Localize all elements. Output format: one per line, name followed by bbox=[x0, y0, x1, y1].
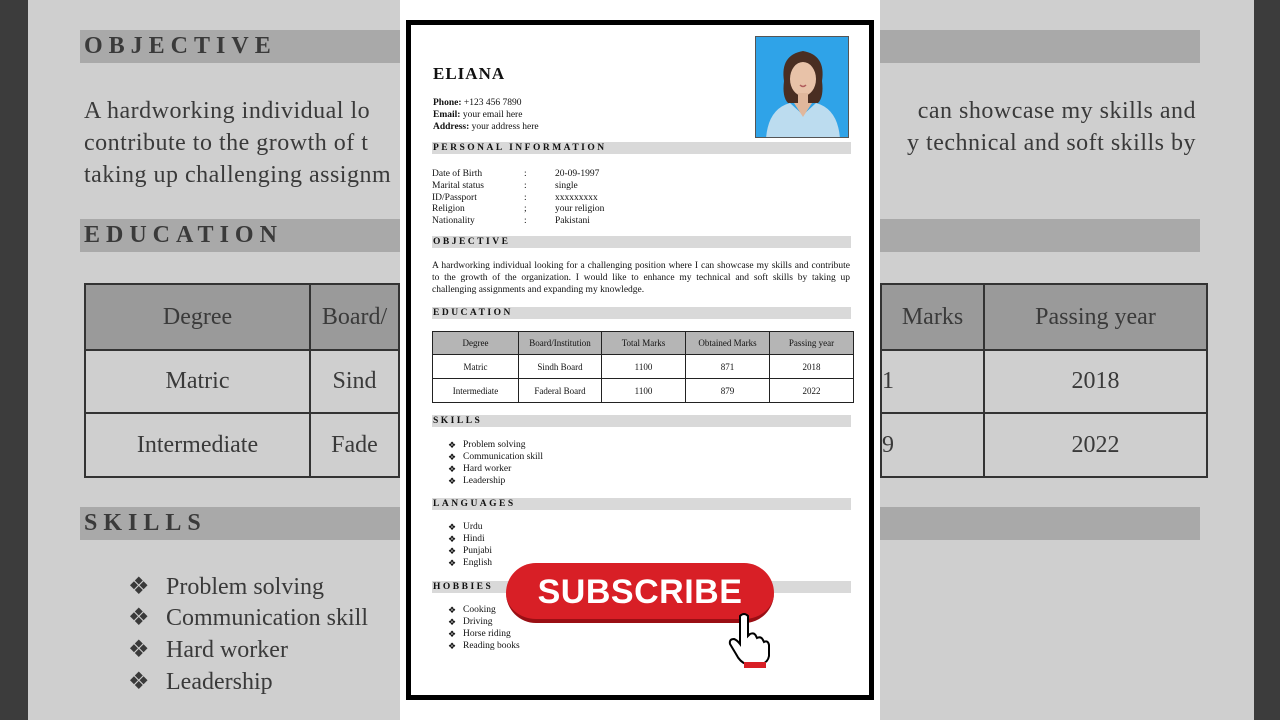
info-row bbox=[432, 169, 604, 181]
info-key: Date of Birth bbox=[432, 169, 483, 179]
contact-value: your address here bbox=[471, 122, 539, 132]
right-edge bbox=[1254, 0, 1280, 720]
skills-list bbox=[448, 439, 543, 487]
info-sep: : bbox=[524, 169, 527, 179]
bg-cell: Degree bbox=[85, 284, 310, 350]
bullet-icon: ❖ bbox=[448, 534, 457, 544]
bullet-icon: ❖ bbox=[448, 464, 457, 474]
info-value: xxxxxxxxx bbox=[555, 192, 598, 203]
info-key: Religion bbox=[432, 204, 465, 215]
bg-skill-label: Leadership bbox=[166, 669, 273, 695]
bullet-icon: ❖ bbox=[448, 641, 457, 651]
bullet-icon: ❖ bbox=[128, 605, 150, 631]
table-header: Total Marks bbox=[602, 332, 686, 355]
table-cell: 879 bbox=[686, 379, 770, 403]
contact-email bbox=[433, 109, 539, 121]
info-sep: : bbox=[524, 192, 527, 203]
contact-address bbox=[433, 121, 539, 133]
bg-objective-line: contribute to the growth of t bbox=[84, 130, 369, 156]
bullet-icon: ❖ bbox=[448, 558, 457, 568]
table-cell: 1100 bbox=[602, 379, 686, 403]
section-education: EDUCATION bbox=[432, 307, 851, 319]
table-cell: Faderal Board bbox=[519, 379, 602, 403]
bullet-icon: ❖ bbox=[448, 476, 457, 486]
bg-cell: Board/ bbox=[310, 284, 399, 350]
bg-education-table-right bbox=[880, 283, 1208, 478]
bg-skill-item bbox=[128, 635, 288, 664]
bg-education-heading: EDUCATION bbox=[84, 222, 283, 248]
bullet-icon: ❖ bbox=[448, 522, 457, 532]
language-label: Hindi bbox=[463, 534, 485, 544]
section-hobbies: HOBBIES bbox=[432, 581, 851, 593]
contact-label: Address: bbox=[433, 122, 470, 132]
bullet-icon: ❖ bbox=[128, 637, 150, 663]
info-row bbox=[432, 193, 604, 205]
list-item bbox=[448, 451, 543, 463]
bg-objective-line: A hardworking individual lo bbox=[84, 98, 371, 124]
table-cell: 2022 bbox=[770, 379, 854, 403]
info-value: Pakistani bbox=[555, 216, 590, 227]
skill-label: Leadership bbox=[463, 476, 506, 486]
bullet-icon: ❖ bbox=[448, 440, 457, 450]
list-item bbox=[448, 475, 543, 487]
left-edge bbox=[0, 0, 28, 720]
contact-value: your email here bbox=[462, 110, 523, 120]
hobby-label: Horse riding bbox=[463, 629, 511, 639]
table-row bbox=[433, 355, 854, 379]
bg-objective-line: y technical and soft skills by bbox=[907, 130, 1196, 156]
person-photo-icon bbox=[756, 37, 849, 138]
bullet-icon: ❖ bbox=[128, 574, 150, 600]
list-item bbox=[448, 545, 492, 557]
info-key: Marital status bbox=[432, 180, 484, 191]
table-cell: Matric bbox=[433, 355, 519, 379]
contact-label: Phone: bbox=[433, 98, 462, 108]
bg-skills-heading: SKILLS bbox=[84, 510, 207, 536]
info-sep: : bbox=[524, 216, 527, 227]
list-item bbox=[448, 439, 543, 451]
contact-value: +123 456 7890 bbox=[463, 98, 522, 108]
bg-objective-heading: OBJECTIVE bbox=[84, 33, 277, 59]
education-table bbox=[432, 331, 854, 403]
profile-photo bbox=[755, 36, 849, 138]
info-value: 20-09-1997 bbox=[555, 169, 600, 179]
bg-cell: Sind bbox=[310, 350, 399, 413]
table-cell: Intermediate bbox=[433, 379, 519, 403]
language-label: English bbox=[463, 558, 493, 568]
table-cell: 871 bbox=[686, 355, 770, 379]
bg-cell: Passing year bbox=[984, 284, 1207, 350]
bg-cell: Matric bbox=[85, 350, 310, 413]
languages-list bbox=[448, 521, 492, 569]
contact-phone bbox=[433, 97, 539, 109]
section-objective: OBJECTIVE bbox=[432, 236, 851, 248]
list-item bbox=[448, 640, 520, 652]
bg-cell: 2022 bbox=[984, 413, 1207, 477]
section-personal-info: PERSONAL INFORMATION bbox=[432, 142, 851, 154]
info-value: your religion bbox=[555, 204, 605, 215]
table-header: Degree bbox=[433, 332, 519, 355]
table-cell: 1100 bbox=[602, 355, 686, 379]
bg-cell: 9 bbox=[881, 413, 984, 477]
bg-education-table-left bbox=[84, 283, 400, 478]
info-key: Nationality bbox=[432, 216, 475, 227]
bg-skill-item bbox=[128, 603, 368, 632]
resume-name: ELIANA bbox=[433, 64, 506, 83]
bg-cell: Intermediate bbox=[85, 413, 310, 477]
section-languages: LANGUAGES bbox=[432, 498, 851, 510]
bullet-icon: ❖ bbox=[448, 605, 457, 615]
bg-cell: Marks bbox=[881, 284, 984, 350]
table-cell: 2018 bbox=[770, 355, 854, 379]
skill-label: Hard worker bbox=[463, 464, 512, 474]
bg-cell: 1 bbox=[881, 350, 984, 413]
bg-cell: Fade bbox=[310, 413, 399, 477]
section-skills: SKILLS bbox=[432, 415, 851, 427]
info-sep: ; bbox=[524, 204, 527, 215]
list-item bbox=[448, 628, 520, 640]
table-header: Obtained Marks bbox=[686, 332, 770, 355]
bg-skill-label: Communication skill bbox=[166, 605, 368, 631]
table-header-row bbox=[433, 332, 854, 355]
info-key: ID/Passport bbox=[432, 192, 477, 203]
bullet-icon: ❖ bbox=[448, 629, 457, 639]
table-header: Board/Institution bbox=[519, 332, 602, 355]
bg-skill-label: Hard worker bbox=[166, 637, 288, 663]
list-item bbox=[448, 463, 543, 475]
contact-block bbox=[433, 97, 539, 133]
language-label: Punjabi bbox=[463, 546, 493, 556]
objective-text: A hardworking individual looking for a challenging position where I can showcase my skills and contribute to the growth of the organization. I would like to enhance my technical and soft skills by taking up challenging assignments and expanding my knowledge. bbox=[432, 261, 850, 295]
list-item bbox=[448, 521, 492, 533]
bullet-icon: ❖ bbox=[128, 669, 150, 695]
skill-label: Communication skill bbox=[463, 452, 543, 462]
language-label: Urdu bbox=[463, 522, 483, 532]
table-header: Passing year bbox=[770, 332, 854, 355]
bg-skill-item bbox=[128, 667, 273, 696]
info-row bbox=[432, 181, 604, 193]
info-sep: : bbox=[524, 180, 527, 191]
contact-label: Email: bbox=[433, 110, 461, 120]
info-row bbox=[432, 216, 604, 228]
bullet-icon: ❖ bbox=[448, 546, 457, 556]
bg-cell: 2018 bbox=[984, 350, 1207, 413]
bullet-icon: ❖ bbox=[448, 617, 457, 627]
bullet-icon: ❖ bbox=[448, 452, 457, 462]
subscribe-label: SUBSCRIBE bbox=[537, 573, 743, 611]
list-item bbox=[448, 557, 492, 569]
pointing-hand-icon bbox=[726, 612, 774, 668]
hobby-label: Driving bbox=[463, 617, 493, 627]
bg-skill-label: Problem solving bbox=[166, 574, 325, 600]
list-item bbox=[448, 533, 492, 545]
table-cell: Sindh Board bbox=[519, 355, 602, 379]
personal-info-list bbox=[432, 169, 604, 228]
bg-skill-item bbox=[128, 572, 324, 601]
bg-objective-line: can showcase my skills and bbox=[917, 98, 1196, 124]
info-row bbox=[432, 204, 604, 216]
hobby-label: Reading books bbox=[463, 641, 520, 651]
table-row bbox=[433, 379, 854, 403]
skill-label: Problem solving bbox=[463, 440, 526, 450]
bg-objective-line: taking up challenging assignm bbox=[84, 162, 392, 188]
info-value: single bbox=[555, 180, 578, 191]
hobby-label: Cooking bbox=[463, 605, 496, 615]
